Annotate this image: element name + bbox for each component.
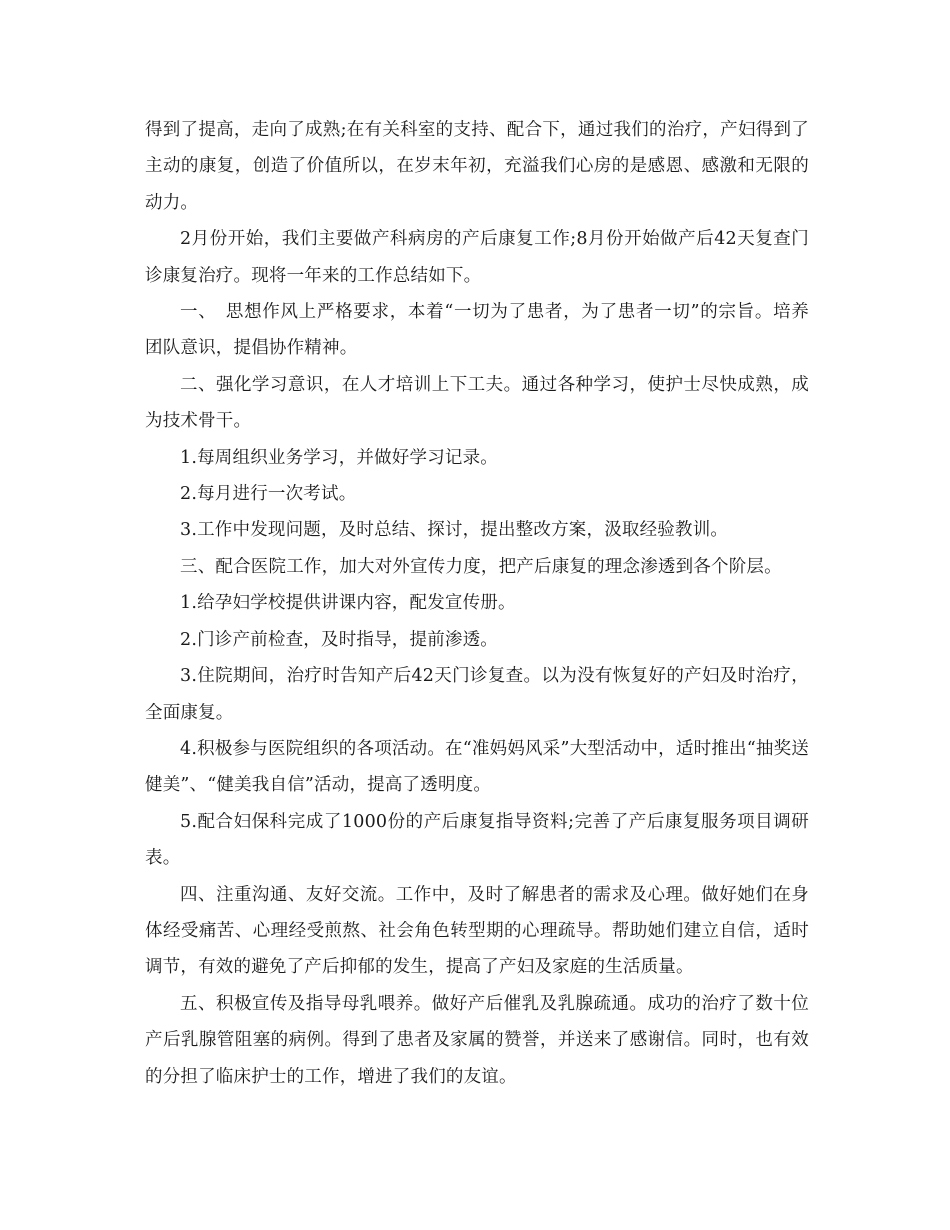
paragraph-4: 二、强化学习意识，在人才培训上下工夫。通过各种学习，使护士尽快成熟，成为技术骨干。: [145, 374, 809, 432]
paragraph-7: 五、积极宣传及指导母乳喂养。做好产后催乳及乳腺疏通。成功的治疗了数十位产后乳腺管阻塞的病例。得到了患者及家属的赞誉，并送来了感谢信。同时，也有效的分担了临床护士的工作，增进了我们的友谊。: [145, 993, 809, 1087]
paragraph-2: 2月份开始，我们主要做产科病房的产后康复工作;8月份开始做产后42天复查门诊康复治疗。现将一年来的工作总结如下。: [145, 229, 809, 286]
paragraph-3: 一、 思想作风上严格要求，本着“一切为了患者，为了患者一切”的宗旨。培养团队意识，提倡协作精神。: [145, 302, 809, 359]
paragraph-6: 四、注重沟通、友好交流。工作中，及时了解患者的需求及心理。做好她们在身体经受痛苦、心理经受煎熬、社会角色转型期的心理疏导。帮助她们建立自信，适时调节，有效的避免了产后抑郁的发生，提高了产妇及家庭的生活质量。: [145, 884, 809, 978]
list-item-8: 5.配合妇保科完成了1000份的产后康复指导资料;完善了产后康复服务项目调研表。: [145, 811, 809, 869]
document-body: [145, 112, 809, 1095]
list-item-1: 1.每周组织业务学习，并做好学习记录。: [180, 447, 498, 468]
list-item-2: 2.每月进行一次考试。: [180, 484, 357, 505]
paragraph-1: 得到了提高，走向了成熟;在有关科室的支持、配合下，通过我们的治疗，产妇得到了主动的康复，创造了价值所以，在岁末年初，充溢我们心房的是感恩、感激和无限的动力。: [145, 120, 809, 213]
paragraph-5: 三、配合医院工作，加大对外宣传力度，把产后康复的理念渗透到各个阶层。: [180, 556, 782, 577]
list-item-3: 3.工作中发现问题，及时总结、探讨，提出整改方案，汲取经验教训。: [180, 520, 729, 541]
list-item-6: 3.住院期间，治疗时告知产后42天门诊复查。以为没有恢复好的产妇及时治疗，全面康复。: [145, 666, 809, 723]
list-item-4: 1.给孕妇学校提供讲课内容，配发宣传册。: [180, 593, 516, 614]
list-item-7: 4.积极参与医院组织的各项活动。在“准妈妈风采”大型活动中，适时推出“抽奖送健美”、“健美我自信”活动，提高了透明度。: [145, 738, 809, 796]
list-item-5: 2.门诊产前检查，及时指导，提前渗透。: [180, 629, 498, 650]
